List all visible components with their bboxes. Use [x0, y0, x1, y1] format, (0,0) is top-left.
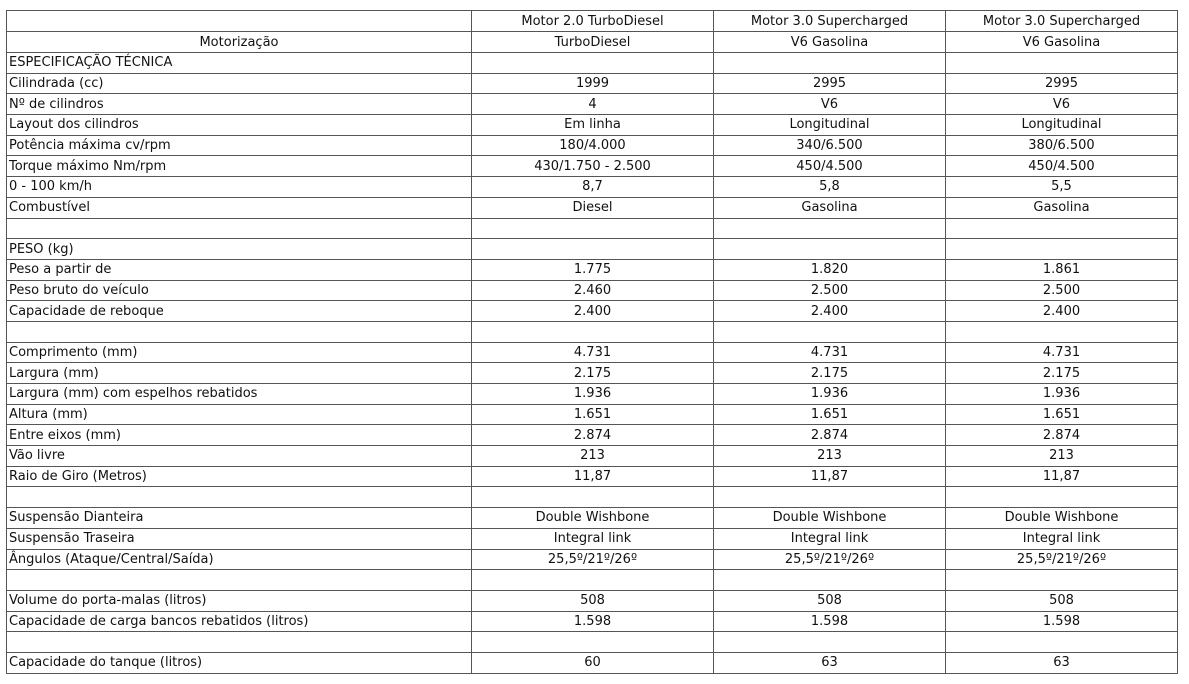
row-value-engine-1: Double Wishbone [472, 508, 714, 529]
table-row [7, 425, 1178, 446]
row-value-engine-3 [946, 53, 1178, 74]
row-label: Nº de cilindros [7, 94, 472, 115]
row-label: Capacidade de reboque [7, 301, 472, 322]
header-cell-empty [7, 11, 472, 32]
table-row [7, 239, 1178, 260]
row-value-engine-3: 63 [946, 652, 1178, 673]
table-row [7, 652, 1178, 673]
header-engine-3: Motor 3.0 Supercharged [946, 11, 1178, 32]
row-label: Potência máxima cv/rpm [7, 135, 472, 156]
row-value-engine-3 [946, 218, 1178, 239]
row-value-engine-1: Em linha [472, 115, 714, 136]
row-value-engine-2 [714, 487, 946, 508]
row-label [7, 487, 472, 508]
row-value-engine-3: 1.861 [946, 259, 1178, 280]
table-row [7, 259, 1178, 280]
table-row [7, 528, 1178, 549]
row-label: PESO (kg) [7, 239, 472, 260]
row-value-engine-3: 25,5º/21º/26º [946, 549, 1178, 570]
row-value-engine-3: 2.500 [946, 280, 1178, 301]
table-row [7, 197, 1178, 218]
row-label: Comprimento (mm) [7, 342, 472, 363]
table-row [7, 549, 1178, 570]
row-value-engine-3: V6 [946, 94, 1178, 115]
row-value-engine-1: 508 [472, 590, 714, 611]
row-value-engine-2: Integral link [714, 528, 946, 549]
row-value-engine-1: 60 [472, 652, 714, 673]
row-value-engine-2: 340/6.500 [714, 135, 946, 156]
row-value-engine-1: 25,5º/21º/26º [472, 549, 714, 570]
row-label: Vão livre [7, 446, 472, 467]
table-row [7, 156, 1178, 177]
row-value-engine-3: 5,5 [946, 177, 1178, 198]
row-value-engine-1: 1.936 [472, 384, 714, 405]
table-row [7, 570, 1178, 591]
row-value-engine-3: 2995 [946, 73, 1178, 94]
row-value-engine-2: V6 [714, 94, 946, 115]
table-row [7, 590, 1178, 611]
table-row [7, 135, 1178, 156]
row-value-engine-1 [472, 570, 714, 591]
row-value-engine-2: 4.731 [714, 342, 946, 363]
row-value-engine-3: 2.175 [946, 363, 1178, 384]
row-value-engine-3: 11,87 [946, 466, 1178, 487]
row-value-engine-1: 1.651 [472, 404, 714, 425]
row-value-engine-2: 450/4.500 [714, 156, 946, 177]
row-label: Torque máximo Nm/rpm [7, 156, 472, 177]
row-label: Capacidade de carga bancos rebatidos (litros) [7, 611, 472, 632]
row-value-engine-3 [946, 570, 1178, 591]
row-value-engine-2: 508 [714, 590, 946, 611]
row-value-engine-3: 508 [946, 590, 1178, 611]
row-value-engine-2 [714, 239, 946, 260]
row-value-engine-2: 11,87 [714, 466, 946, 487]
header-engine-2: Motor 3.0 Supercharged [714, 11, 946, 32]
row-value-engine-1: 4.731 [472, 342, 714, 363]
row-value-engine-2 [714, 632, 946, 653]
row-value-engine-3: 213 [946, 446, 1178, 467]
row-value-engine-3: 380/6.500 [946, 135, 1178, 156]
table-row [7, 446, 1178, 467]
row-label: Peso bruto do veículo [7, 280, 472, 301]
row-value-engine-2: 2995 [714, 73, 946, 94]
row-label [7, 570, 472, 591]
row-value-engine-1: 8,7 [472, 177, 714, 198]
table-row [7, 487, 1178, 508]
row-label: Altura (mm) [7, 404, 472, 425]
spec-table-body [7, 11, 1178, 674]
row-value-engine-1: 1.775 [472, 259, 714, 280]
row-value-engine-2: 63 [714, 652, 946, 673]
row-label: Largura (mm) [7, 363, 472, 384]
row-value-engine-1 [472, 53, 714, 74]
table-row [7, 177, 1178, 198]
row-label: Entre eixos (mm) [7, 425, 472, 446]
table-row [7, 115, 1178, 136]
row-label: Combustível [7, 197, 472, 218]
row-value-engine-2: 1.598 [714, 611, 946, 632]
table-row [7, 280, 1178, 301]
row-label [7, 321, 472, 342]
row-value-engine-3: Gasolina [946, 197, 1178, 218]
row-value-engine-1 [472, 632, 714, 653]
row-value-engine-1: 180/4.000 [472, 135, 714, 156]
row-value-engine-3: 1.651 [946, 404, 1178, 425]
row-value-engine-3: 1.936 [946, 384, 1178, 405]
row-value-engine-2: 1.651 [714, 404, 946, 425]
header-type-2: V6 Gasolina [714, 32, 946, 53]
row-label: ESPECIFICAÇÃO TÉCNICA [7, 53, 472, 74]
row-value-engine-2 [714, 218, 946, 239]
row-value-engine-2: Double Wishbone [714, 508, 946, 529]
table-row [7, 342, 1178, 363]
row-value-engine-3: 450/4.500 [946, 156, 1178, 177]
row-value-engine-3: 4.731 [946, 342, 1178, 363]
row-value-engine-1: 4 [472, 94, 714, 115]
row-value-engine-1: Integral link [472, 528, 714, 549]
header-row-engine [7, 11, 1178, 32]
row-value-engine-1 [472, 239, 714, 260]
row-value-engine-2: 2.400 [714, 301, 946, 322]
row-value-engine-1: 2.460 [472, 280, 714, 301]
row-label: Suspensão Traseira [7, 528, 472, 549]
row-value-engine-1: Diesel [472, 197, 714, 218]
table-row [7, 632, 1178, 653]
row-label: Cilindrada (cc) [7, 73, 472, 94]
row-value-engine-2: 1.936 [714, 384, 946, 405]
table-row [7, 611, 1178, 632]
table-row [7, 218, 1178, 239]
row-value-engine-2: 2.874 [714, 425, 946, 446]
table-row [7, 363, 1178, 384]
row-label [7, 218, 472, 239]
row-value-engine-1: 2.874 [472, 425, 714, 446]
table-row [7, 508, 1178, 529]
header-engine-1: Motor 2.0 TurboDiesel [472, 11, 714, 32]
table-row [7, 466, 1178, 487]
row-value-engine-3: 1.598 [946, 611, 1178, 632]
row-value-engine-2 [714, 321, 946, 342]
row-label: Suspensão Dianteira [7, 508, 472, 529]
row-value-engine-2: Longitudinal [714, 115, 946, 136]
row-value-engine-3: Longitudinal [946, 115, 1178, 136]
row-value-engine-3: 2.874 [946, 425, 1178, 446]
row-label [7, 632, 472, 653]
table-row [7, 53, 1178, 74]
row-value-engine-1: 430/1.750 - 2.500 [472, 156, 714, 177]
row-value-engine-1: 1999 [472, 73, 714, 94]
header-type-1: TurboDiesel [472, 32, 714, 53]
row-label: Layout dos cilindros [7, 115, 472, 136]
row-value-engine-2: 5,8 [714, 177, 946, 198]
row-value-engine-1: 2.400 [472, 301, 714, 322]
row-value-engine-3 [946, 239, 1178, 260]
row-label: Largura (mm) com espelhos rebatidos [7, 384, 472, 405]
table-row [7, 73, 1178, 94]
row-value-engine-2: Gasolina [714, 197, 946, 218]
table-row [7, 94, 1178, 115]
row-value-engine-3: Double Wishbone [946, 508, 1178, 529]
table-row [7, 301, 1178, 322]
row-value-engine-3 [946, 321, 1178, 342]
row-label: 0 - 100 km/h [7, 177, 472, 198]
row-label: Ângulos (Ataque/Central/Saída) [7, 549, 472, 570]
row-value-engine-1: 1.598 [472, 611, 714, 632]
row-value-engine-1: 11,87 [472, 466, 714, 487]
row-label: Raio de Giro (Metros) [7, 466, 472, 487]
header-row-type [7, 32, 1178, 53]
row-value-engine-1 [472, 218, 714, 239]
row-value-engine-2: 25,5º/21º/26º [714, 549, 946, 570]
row-value-engine-1: 213 [472, 446, 714, 467]
header-motorizacao-label: Motorização [7, 32, 472, 53]
row-value-engine-2: 213 [714, 446, 946, 467]
table-row [7, 321, 1178, 342]
row-label: Peso a partir de [7, 259, 472, 280]
row-label: Volume do porta-malas (litros) [7, 590, 472, 611]
header-type-3: V6 Gasolina [946, 32, 1178, 53]
row-value-engine-2 [714, 570, 946, 591]
row-value-engine-3 [946, 487, 1178, 508]
row-value-engine-2: 2.500 [714, 280, 946, 301]
table-row [7, 404, 1178, 425]
spec-table [6, 10, 1178, 674]
row-label: Capacidade do tanque (litros) [7, 652, 472, 673]
row-value-engine-3 [946, 632, 1178, 653]
row-value-engine-1 [472, 487, 714, 508]
row-value-engine-1: 2.175 [472, 363, 714, 384]
row-value-engine-2: 1.820 [714, 259, 946, 280]
table-row [7, 384, 1178, 405]
row-value-engine-1 [472, 321, 714, 342]
row-value-engine-3: Integral link [946, 528, 1178, 549]
row-value-engine-3: 2.400 [946, 301, 1178, 322]
row-value-engine-2 [714, 53, 946, 74]
row-value-engine-2: 2.175 [714, 363, 946, 384]
